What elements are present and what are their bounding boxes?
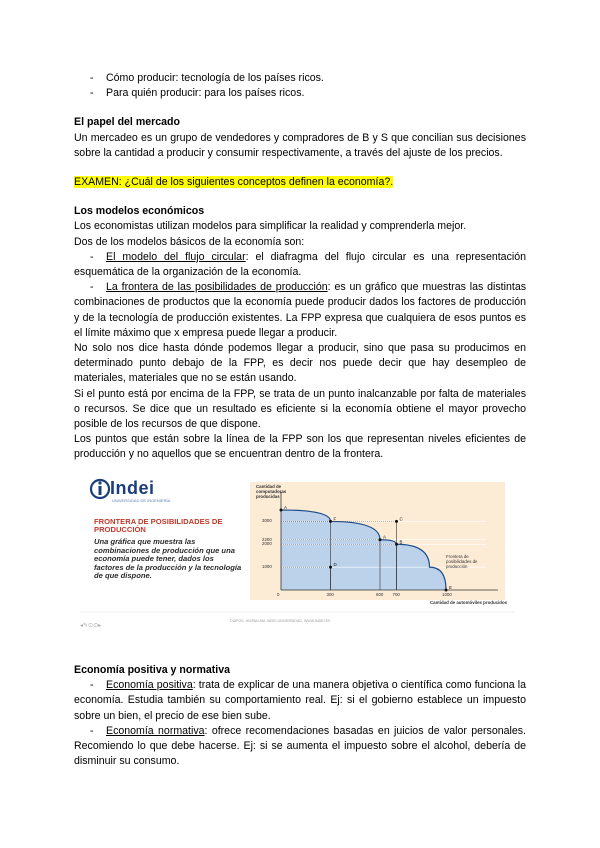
normative-item: - Economía normativa: ofrece recomendaciones basadas en juicios de valor personales. Recomiendo lo que debe hacerse. Ej: si se aumenta el impuesto sobre el alcohol, debería de disminuir su consumo. [74, 724, 527, 768]
flow-model-item: - El modelo del flujo circular: el diafragma del flujo circular es una representación esquemática de la organización de la economía. [74, 250, 527, 279]
point-b [395, 543, 398, 546]
fpp-slide-image [80, 470, 515, 630]
intro-bullet: - Cómo producir: tecnología de los países ricos. [90, 72, 324, 84]
models-paragraph-1: No solo nos dice hasta dónde podemos llegar a producir, sino que pasa su producimos en determinado punto debajo de la FPP, es decir nos puede decir que hay desempleo de materiales, materiales que no se están usando. [74, 342, 526, 385]
x-tick-label: 1000 [442, 592, 452, 597]
slide-nav-icons[interactable]: ◂✎⊙⊙▸ [80, 623, 102, 629]
text-block-bottom [74, 663, 526, 769]
models-heading: Los modelos económicos [74, 205, 205, 218]
point-label: B [399, 539, 403, 545]
x-tick-label: 600 [376, 592, 384, 597]
point-label: A [284, 505, 287, 510]
frontier-label: Frontera de posibilidades de producción [446, 554, 478, 569]
y-tick-label: 2000 [262, 541, 272, 547]
positive-heading: Economía positiva y normativa [74, 664, 231, 676]
models-paragraph-3: Los puntos que están sobre la línea de la FPP son los que representan niveles eficientes de producción y no aquellos que se encuentran dentro de la frontera. [74, 433, 526, 461]
x-tick-label: 300 [326, 592, 334, 597]
normative-term: Economía normativa [106, 724, 205, 737]
logo-tagline: UNIVERSIDAD DE INGENIERÍA [112, 498, 171, 503]
intro-bullet: - Para quién producir: para los países ricos. [90, 87, 305, 100]
logo-text: Indei [110, 478, 155, 498]
models-paragraph-2: Si el punto está por encima de la FPP, se trata de un punto inalcanzable por falta de materiales o recursos. Se dice que un resultado es eficiente si la economía obtiene el mayor provecho posible de los recursos de que dispone. [74, 387, 526, 431]
slide-subtitle: Una gráfica que muestra las combinaciones de producción que una economía puede tener, dados los factores de la producción y la tecnología de que dispone. [94, 537, 242, 581]
fpp-item: - La frontera de las posibilidades de producción: es un gráfico que muestras las distintas combinaciones de productos que la economía puede producir dados los factores de producción y de la tecnología de producción existentes. La FPP expresa que cualquiera de esos puntos es el límite máximo que x empresa puede llegar a producir. [74, 281, 527, 339]
point-label: E [449, 585, 452, 590]
slide-title: FRONTERA DE POSIBILIDADES DE PRODUCCIÓN [94, 517, 223, 535]
point-a [379, 538, 382, 541]
chart-xlabel: Cantidad de automóviles producidos [430, 600, 508, 605]
y-tick-label: 3000 [262, 518, 272, 524]
chart-ylabel: Cantidad de computadoras producidas [256, 484, 287, 499]
market-paragraph: Un mercadeo es un grupo de vendedores y compradores de B y S que concilian sus decisiones sobre la cantidad a producir y consumir respectivamente, a través del ajuste de los precios. [74, 131, 526, 159]
point-label: D [333, 562, 337, 568]
exam-note: EXAMEN: ¿Cuál de los siguientes conceptos definen la economía?. [74, 176, 394, 189]
flow-model-term: El modelo del flujo circular [106, 250, 246, 263]
point-d [329, 566, 332, 569]
point-a [280, 509, 283, 512]
point-f [329, 520, 332, 523]
point-label: A [383, 534, 386, 540]
positive-item: - Economía positiva: trata de explicar de una manera objetiva o científica como funciona la economía. Estudia también su comportamiento real. Ej: si el gobierno establece un impuesto sobre un bien, el precio de ese bien sube. [74, 679, 527, 722]
fpp-term: La frontera de las posibilidades de producción [106, 281, 328, 294]
models-intro-2: Dos de los modelos básicos de la economía son: [74, 235, 305, 248]
text-block-top [74, 71, 526, 463]
point-label: F [333, 516, 337, 522]
slide-footer: DIAPOS, HISPAN AM. INDEI UNIVERSIDAD, WWW.INDEI.ES [230, 619, 331, 623]
x-tick-label: 700 [392, 592, 400, 597]
point-label: C [399, 516, 403, 522]
market-heading: El papel del mercado [74, 116, 180, 129]
models-intro-1: Los economistas utilizan modelos para simplificar la realidad y comprenderla mejor. [74, 220, 467, 233]
y-tick-label: 1000 [262, 564, 272, 570]
x-tick-label: 0 [277, 592, 280, 597]
point-c [395, 520, 398, 523]
positive-term: Economía positiva [106, 679, 193, 692]
y-tick-label: 2200 [262, 536, 272, 542]
